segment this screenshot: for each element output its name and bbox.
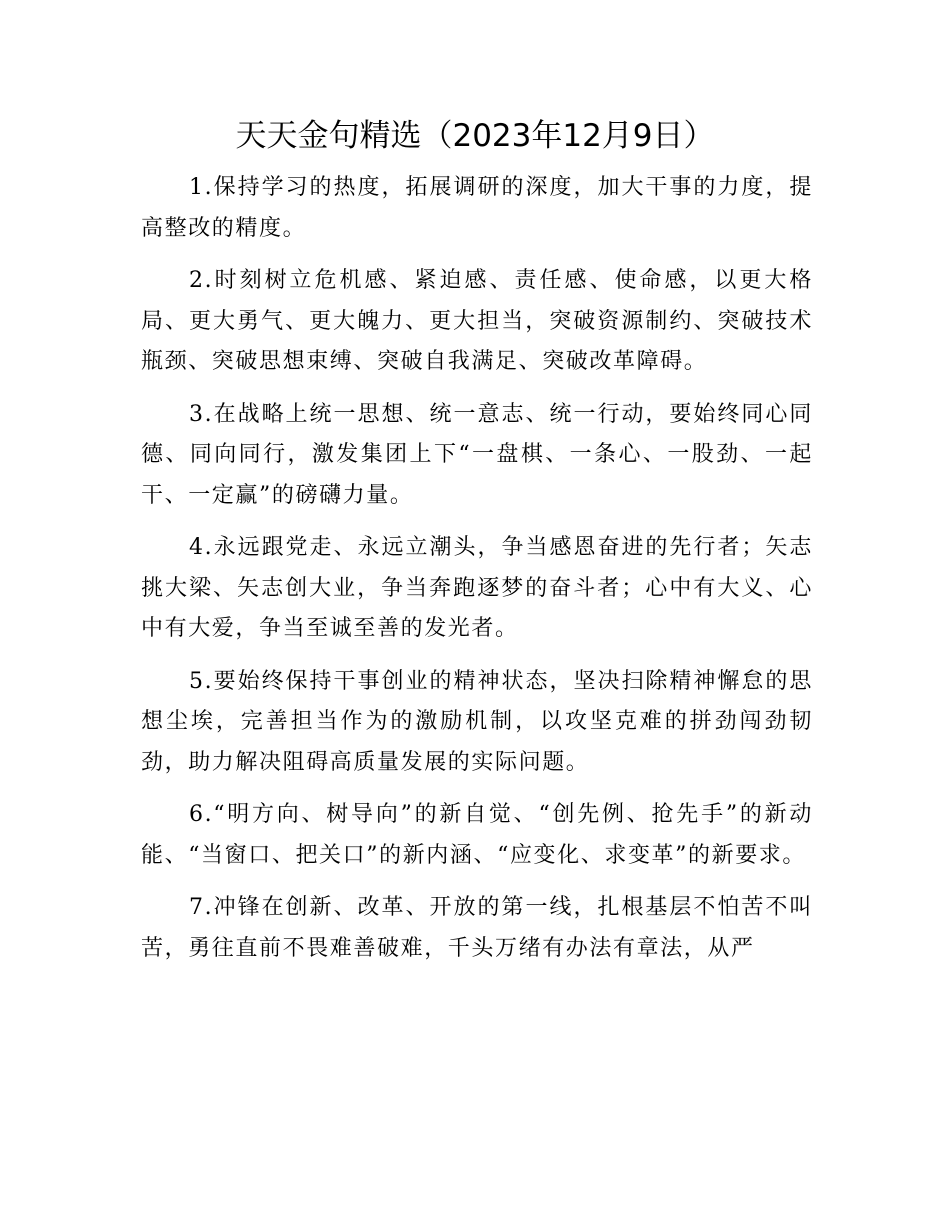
document-title: 天天金句精选（2023年12月9日） [235,118,715,154]
quote-paragraph-7: 7.冲锋在创新、改革、开放的第一线，扎根基层不怕苦不叫苦，勇往直前不畏难善破难，千头万绪有办法有章法，从严 [141,895,813,961]
quote-paragraph-6: 6.“明方向、树导向”的新自觉、“创先例、抢先手”的新动能、“当窗口、把关口”的新内涵、“应变化、求变革”的新要求。 [141,802,813,868]
document-body [141,168,813,981]
quote-paragraph-5: 5.要始终保持干事创业的精神状态，坚决扫除精神懈怠的思想尘埃，完善担当作为的激励机制，以攻坚克难的拼劲闯劲韧劲，助力解决阻碍高质量发展的实际问题。 [141,668,813,775]
quote-paragraph-1: 1.保持学习的热度，拓展调研的深度，加大干事的力度，提高整改的精度。 [141,175,813,241]
quote-paragraph-3: 3.在战略上统一思想、统一意志、统一行动，要始终同心同德、同向同行，激发集团上下“一盘棋、一条心、一股劲、一起干、一定赢”的磅礴力量。 [141,401,813,508]
quote-paragraph-2: 2.时刻树立危机感、紧迫感、责任感、使命感，以更大格局、更大勇气、更大魄力、更大担当，突破资源制约、突破技术瓶颈、突破思想束缚、突破自我满足、突破改革障碍。 [141,268,813,374]
quote-paragraph-4: 4.永远跟党走、永远立潮头，争当感恩奋进的先行者；矢志挑大梁、矢志创大业，争当奔跑逐梦的奋斗者；心中有大义、心中有大爱，争当至诚至善的发光者。 [141,535,813,641]
